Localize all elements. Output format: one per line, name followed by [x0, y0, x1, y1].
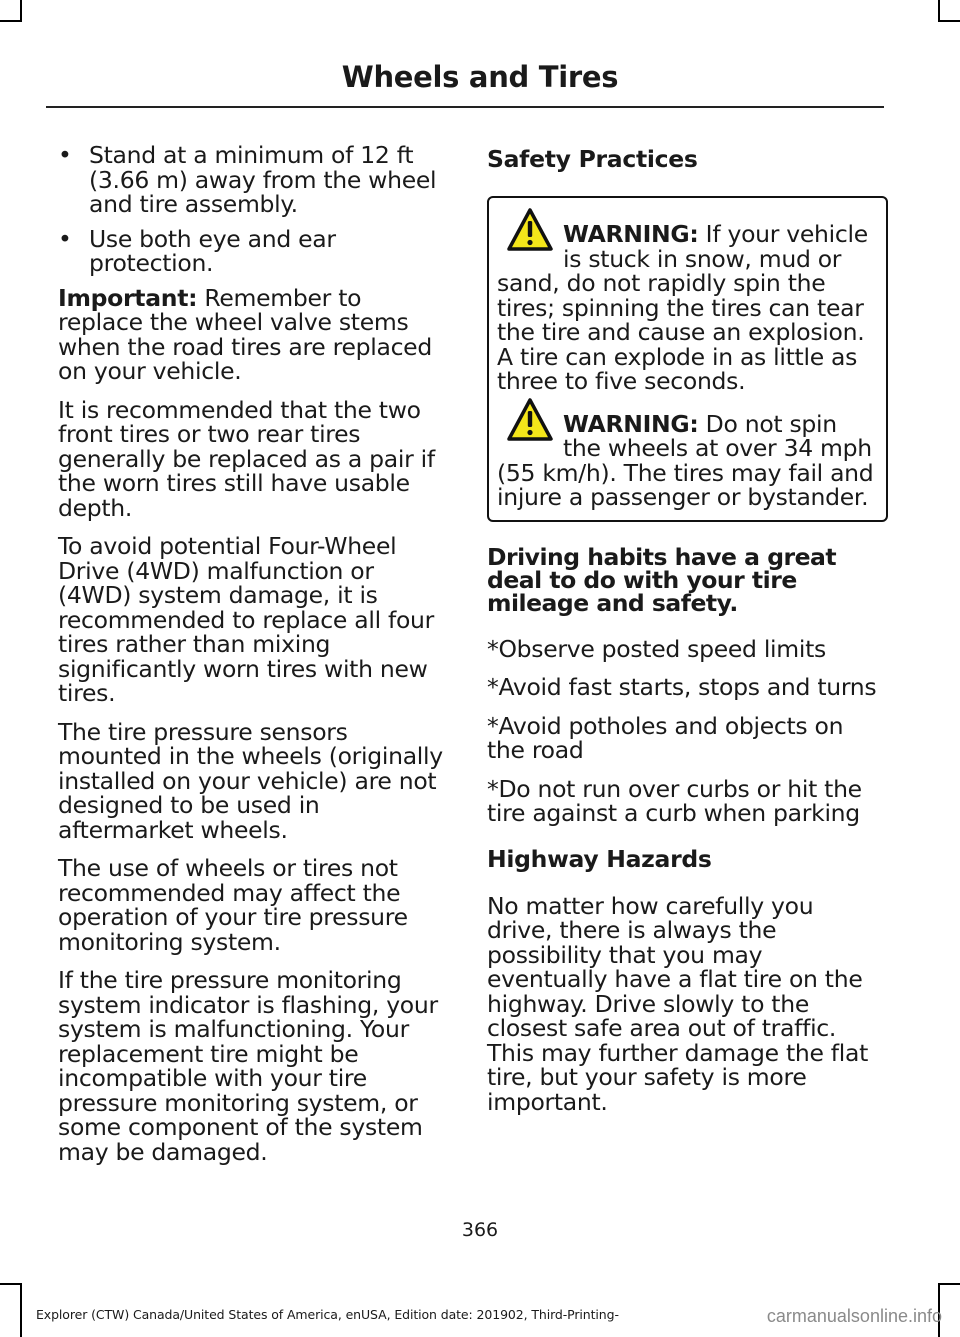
tip-item: *Observe posted speed limits — [487, 634, 826, 663]
crop-mark-top-left-h — [0, 20, 22, 22]
tip-item: *Do not run over curbs or hit the tire against a curb when parking — [487, 774, 862, 827]
watermark: carmanualsonline.info — [766, 1306, 942, 1326]
crop-mark-top-right-h — [938, 20, 960, 22]
tip-item: *Avoid potholes and objects on the road — [487, 711, 844, 764]
driving-habits-callout: Driving habits have a great deal to do with your tire mileage and safety. — [487, 542, 837, 617]
list-item — [58, 224, 450, 277]
bullet-text: Stand at a minimum of 12 ft (3.66 m) away from the wheel and tire assembly. — [89, 141, 437, 218]
crop-mark-bottom-right-h — [938, 1283, 960, 1285]
left-column — [58, 143, 450, 1178]
crop-mark-top-right — [938, 0, 940, 22]
warning-item — [497, 222, 878, 394]
warning-item — [497, 409, 878, 511]
warning-text: If your vehicle is stuck in snow, mud or sand, do not rapidly spin the tires; spinning the tires can tear the tire and cause an explosion. A tire can explode in as little as three to five seconds. — [497, 220, 868, 395]
warning-label: WARNING: — [563, 409, 699, 438]
important-label: Important: — [58, 283, 198, 312]
crop-mark-bottom-left-h — [0, 1283, 22, 1285]
header-rule — [46, 106, 884, 108]
footer-edition-info: Explorer (CTW) Canada/United States of America, enUSA, Edition date: 201902, Third-Printing- — [36, 1307, 619, 1322]
safety-practices-heading: Safety Practices — [487, 145, 698, 173]
important-text: Remember to replace the wheel valve stems when the road tires are replaced on your vehicle. — [58, 283, 432, 385]
warning-text: Do not spin the wheels at over 34 mph (55 km/h). The tires may fail and injure a passenger or bystander. — [497, 409, 874, 511]
right-column — [487, 146, 882, 1128]
paragraph: The use of wheels or tires not recommended may affect the operation of your tire pressure monitoring system. — [58, 854, 408, 956]
crop-mark-bottom-left — [20, 1283, 22, 1337]
warning-label: WARNING: — [563, 220, 699, 248]
hazards-paragraph: No matter how carefully you drive, there is always the possibility that you may eventually have a flat tire on the highway. Drive slowly to the closest safe area out of traffic. This may further damage the flat tire, but your safety is more important. — [487, 891, 868, 1116]
paragraph: To avoid potential Four-Wheel Drive (4WD) malfunction or (4WD) system damage, it is recommended to replace all four tires rather than mixing significantly worn tires with new tires. — [58, 532, 434, 707]
bullet-dot: • — [58, 224, 72, 253]
paragraph: The tire pressure sensors mounted in the wheels (originally installed on your vehicle) are not designed to be used in aftermarket wheels. — [58, 717, 443, 844]
page-number: 366 — [461, 1219, 499, 1241]
paragraph: If the tire pressure monitoring system indicator is flashing, your system is malfunctioning. Your replacement tire might be incompatible with your tire pressure monitoring system, or some component of the system may be damaged. — [58, 966, 438, 1166]
bullet-dot: • — [58, 141, 72, 169]
list-item — [58, 143, 450, 217]
bullet-list — [58, 143, 450, 276]
bullet-text: Use both eye and ear protection. — [89, 224, 336, 277]
warning-box — [487, 196, 888, 522]
paragraph: It is recommended that the two front tires or two rear tires generally be replaced as a pair if the worn tires still have usable depth. — [58, 395, 435, 522]
important-note — [58, 283, 450, 385]
warning-triangle-icon — [507, 208, 553, 252]
tip-item: *Avoid fast starts, stops and turns — [487, 673, 877, 701]
crop-mark-top-left — [20, 0, 22, 22]
page-title: Wheels and Tires — [341, 60, 619, 94]
highway-hazards-heading: Highway Hazards — [487, 844, 712, 873]
warning-triangle-icon — [507, 398, 553, 442]
